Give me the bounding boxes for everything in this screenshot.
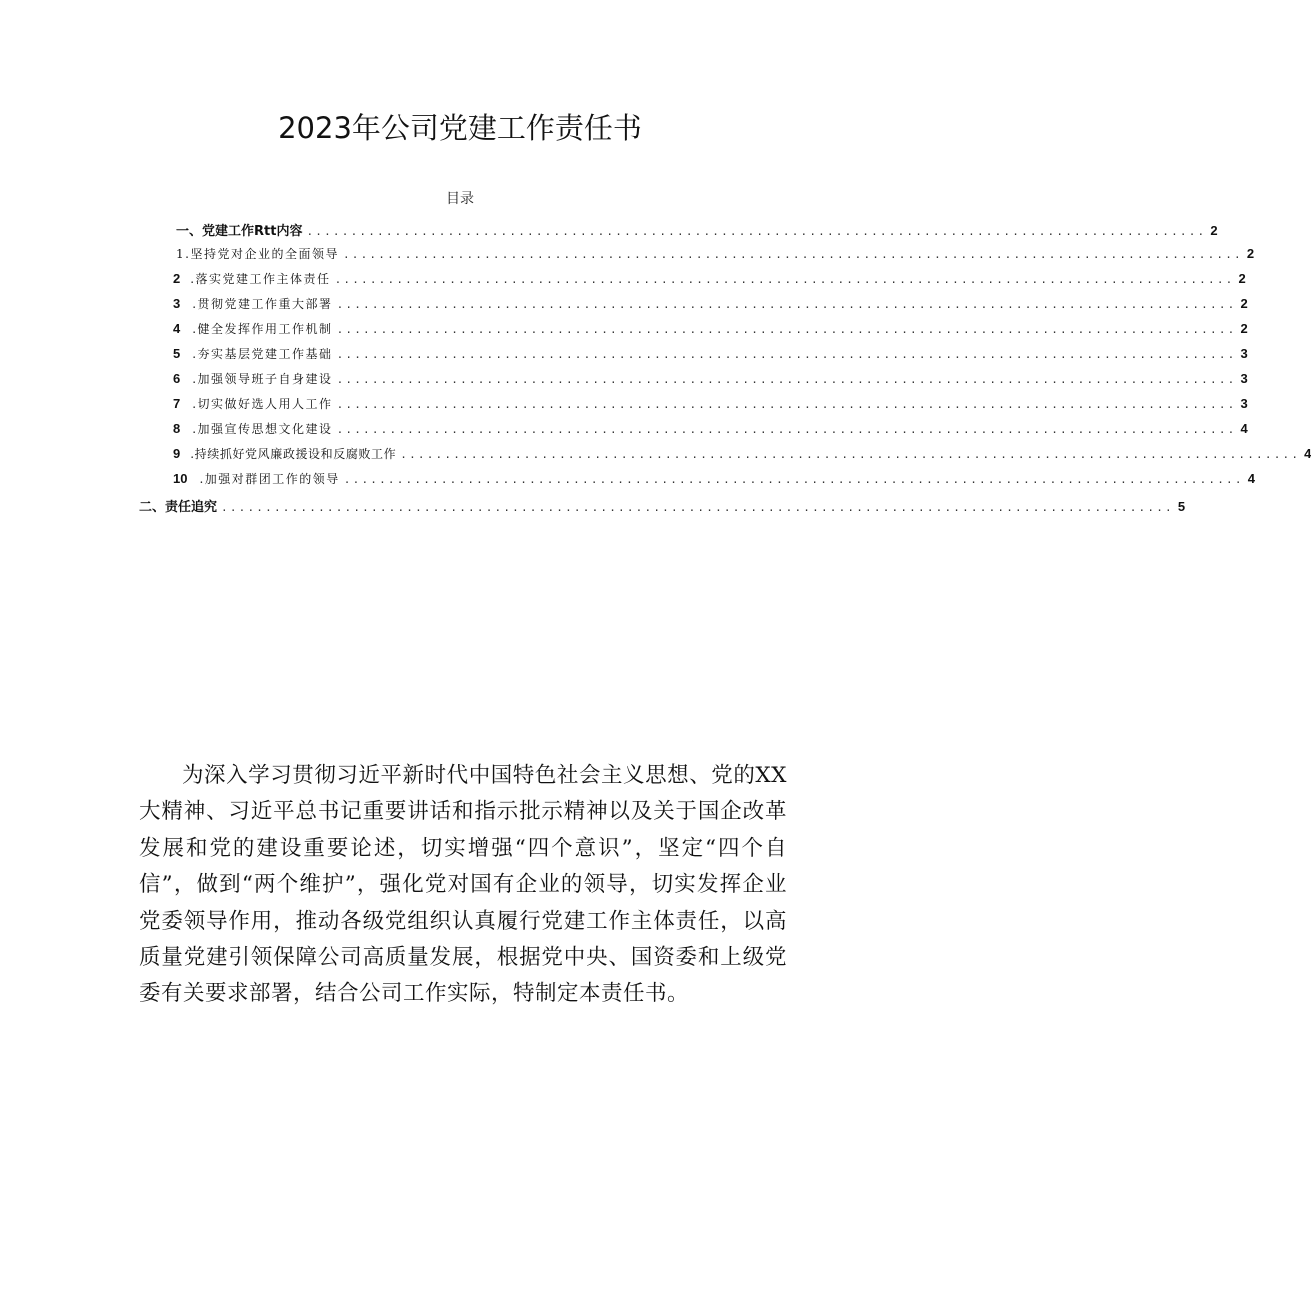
toc-entry-page: 3 bbox=[1240, 396, 1248, 411]
toc-entry[interactable] bbox=[173, 470, 1255, 494]
toc-entry-number: 8 bbox=[173, 421, 181, 436]
toc-leader-dots: ...................................................................................................... bbox=[400, 448, 1301, 461]
toc-entry-page: 3 bbox=[1240, 371, 1248, 386]
toc-entry-page: 2 bbox=[1246, 246, 1255, 261]
toc-entry[interactable] bbox=[173, 445, 1311, 469]
toc-entry[interactable] bbox=[173, 295, 1248, 319]
toc-entry-page: 2 bbox=[1240, 296, 1248, 311]
toc-entry-number: 3 bbox=[173, 296, 181, 311]
toc-entry-number: 9 bbox=[173, 446, 181, 461]
toc-entry-number: 7 bbox=[173, 396, 181, 411]
toc-entry-label: .加强对群团工作的领导 bbox=[199, 472, 340, 486]
toc-entry-number: 6 bbox=[173, 371, 181, 386]
toc-leader-dots: ...................................................................................................... bbox=[334, 273, 1235, 286]
toc-entry[interactable] bbox=[173, 320, 1248, 344]
toc-entry-label: .贯彻党建工作重大部署 bbox=[192, 297, 333, 311]
toc-leader-dots: ...................................................................................................... bbox=[336, 373, 1237, 386]
document-title: 2023年公司党建工作责任书 bbox=[278, 111, 642, 145]
toc-entry-page: 2 bbox=[1210, 223, 1218, 238]
toc-entry-page: 4 bbox=[1240, 421, 1248, 436]
toc-entry-label: .加强宣传思想文化建设 bbox=[192, 422, 333, 436]
toc-entry[interactable] bbox=[173, 270, 1246, 294]
toc-entry-page: 2 bbox=[1240, 321, 1248, 336]
toc-entry[interactable] bbox=[176, 245, 1255, 269]
toc-entry-number: 5 bbox=[173, 346, 181, 361]
toc-leader-dots: ...................................................................................................... bbox=[336, 323, 1237, 336]
toc-entry-page: 4 bbox=[1247, 471, 1255, 486]
toc-entry-number: 10 bbox=[173, 471, 188, 486]
toc-entry[interactable] bbox=[173, 395, 1248, 419]
toc-leader-dots: ............................................................................................................ bbox=[221, 501, 1174, 514]
toc-entry[interactable] bbox=[173, 370, 1248, 394]
toc-leader-dots: ...................................................................................................... bbox=[336, 348, 1237, 361]
toc-leader-dots: ...................................................................................................... bbox=[306, 225, 1207, 238]
toc-entry-label: .健全发挥作用工作机制 bbox=[192, 322, 333, 336]
toc-leader-dots: ...................................................................................................... bbox=[342, 248, 1243, 261]
toc-entry[interactable] bbox=[173, 345, 1248, 369]
toc-entry[interactable] bbox=[176, 220, 1218, 244]
toc-entry-page: 3 bbox=[1240, 346, 1248, 361]
toc-entry-page: 2 bbox=[1238, 271, 1246, 286]
toc-entry-label: .切实做好选人用人工作 bbox=[192, 397, 333, 411]
toc-entry-label: .持续抓好党风廉政援设和反腐败工作 bbox=[190, 447, 397, 461]
toc-leader-dots: ...................................................................................................... bbox=[336, 398, 1237, 411]
toc-entry-label: 二、责任追究 bbox=[139, 500, 218, 515]
intro-paragraph: 为深入学习贯彻习近平新时代中国特色社会主义思想、党的XX大精神、习近平总书记重要讲话和指示批示精神以及关于国企改革发展和党的建设重要论述，切实增强“四个意识”，坚定“四个自信”，做到“两个维护”，强化党对国有企业的领导，切实发挥企业党委领导作用，推动各级党组织认真履行党建工作主体责任，以高质量党建引领保障公司高质量发展，根据党中央、国资委和上级党委有关要求部署，结合公司工作实际，特制定本责任书。 bbox=[139, 763, 787, 1007]
toc-entry[interactable] bbox=[173, 420, 1248, 444]
toc-entry-label: 1.坚持党对企业的全面领导 bbox=[176, 247, 339, 261]
toc-leader-dots: ...................................................................................................... bbox=[336, 298, 1237, 311]
toc-entry-label: .加强领导班子自身建设 bbox=[192, 372, 333, 386]
toc-entry[interactable] bbox=[139, 496, 1186, 520]
toc-leader-dots: ...................................................................................................... bbox=[343, 473, 1244, 486]
toc-entry-label: 一、党建工作Rtt内容 bbox=[176, 224, 303, 239]
toc-heading: 目录 bbox=[446, 191, 474, 207]
toc-entry-label: .落实党建工作主体责任 bbox=[190, 272, 331, 286]
toc-entry-label: .夯实基层党建工作基础 bbox=[192, 347, 333, 361]
toc-entry-page: 5 bbox=[1177, 499, 1186, 514]
toc-entry-number: 2 bbox=[173, 271, 181, 286]
toc-leader-dots: ...................................................................................................... bbox=[336, 423, 1237, 436]
toc-entry-number: 4 bbox=[173, 321, 181, 336]
toc-entry-page: 4 bbox=[1304, 446, 1311, 461]
